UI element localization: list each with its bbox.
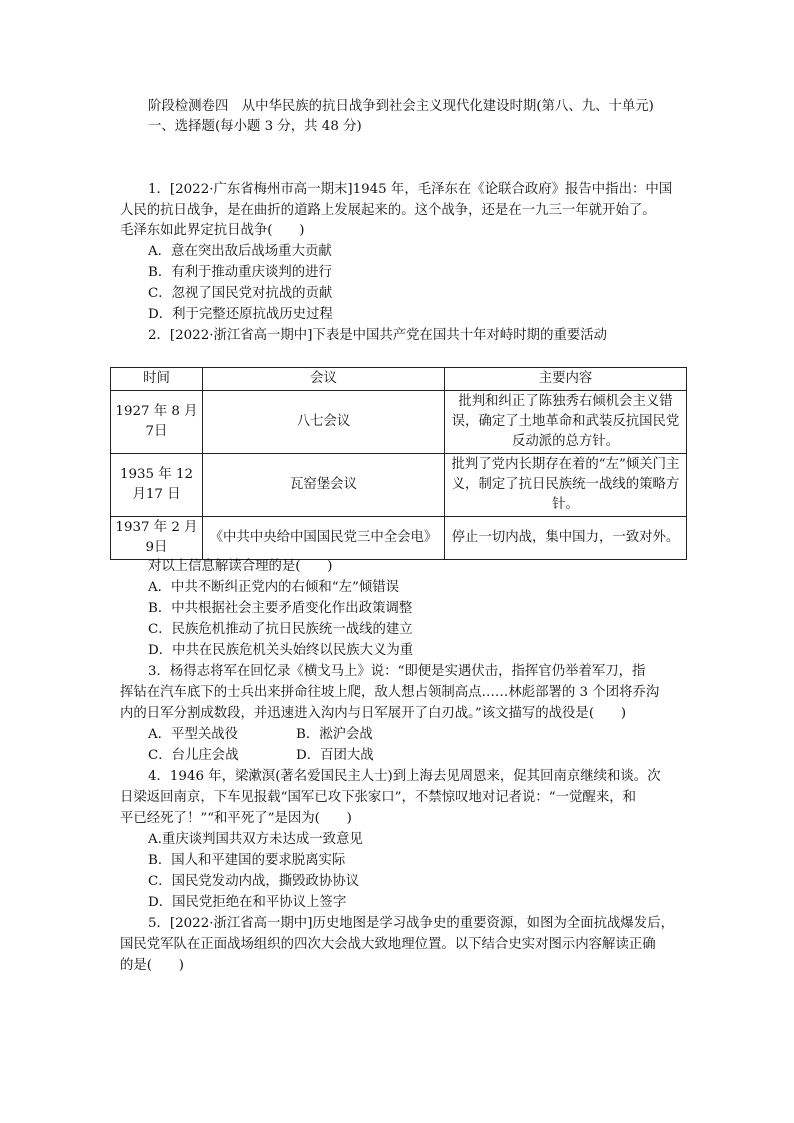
question-2-option-d: D．中共在民族危机关头始终以民族大义为重 bbox=[148, 643, 414, 658]
question-4-line-1: 4．1946 年，梁漱溟(著名爱国民主人士)到上海去见周恩来，促其回南京继续和谈。次 bbox=[148, 769, 661, 784]
cell-content: 停止一切内战，集中国力，一致对外。 bbox=[445, 517, 687, 560]
question-3-line-3: 内的日军分割成数段，并迅速进入沟内与日军展开了白刃战。”该文描写的战役是( ) bbox=[120, 706, 627, 721]
question-3-line-1: 3．杨得志将军在回忆录《横戈马上》说：“即便是实遇伏击，指挥官仍举着军刀，指 bbox=[148, 664, 646, 679]
question-4-option-c: C．国民党发动内战，撕毁政协协议 bbox=[148, 874, 360, 889]
cell-content: 批判和纠正了陈独秀右倾机会主义错误，确定了土地革命和武装反抗国民党反动派的总方针。 bbox=[445, 391, 687, 454]
cell-content: 批判了党内长期存在着的“左”倾关门主义，制定了抗日民族统一战线的策略方针。 bbox=[445, 454, 687, 517]
section-heading: 一、选择题(每小题 3 分，共 48 分) bbox=[148, 119, 362, 134]
table-row bbox=[111, 517, 687, 560]
question-3-option-b: B．淞沪会战 bbox=[296, 727, 373, 742]
page-title: 阶段检测卷四 从中华民族的抗日战争到社会主义现代化建设时期(第八、九、十单元) bbox=[148, 99, 654, 114]
cell-meeting: 瓦窑堡会议 bbox=[203, 454, 445, 517]
header-content: 主要内容 bbox=[445, 368, 687, 391]
question-3-option-d: D．百团大战 bbox=[296, 748, 374, 763]
question-1-option-c: C．忽视了国民党对抗战的贡献 bbox=[148, 286, 333, 301]
question-5-line-3: 的是( ) bbox=[120, 958, 185, 973]
cell-time: 1937 年 2 月 9日 bbox=[111, 517, 203, 560]
question-4-option-a: A.重庆谈判国共双方未达成一致意见 bbox=[148, 832, 363, 847]
cell-time: 1927 年 8 月 7日 bbox=[111, 391, 203, 454]
question-4-option-b: B．国人和平建国的要求脱离实际 bbox=[148, 853, 346, 868]
question-1-option-a: A．意在突出敌后战场重大贡献 bbox=[148, 244, 332, 259]
activities-table bbox=[110, 367, 687, 560]
question-3-option-c: C．台儿庄会战 bbox=[148, 748, 239, 763]
question-1-option-d: D．利于完整还原抗战历史过程 bbox=[148, 307, 333, 322]
cell-time: 1935 年 12 月17 日 bbox=[111, 454, 203, 517]
question-4-line-3: 平已经死了！”“和平死了”是因为( ) bbox=[120, 811, 352, 826]
question-2-stem: 对以上信息解读合理的是( ) bbox=[148, 559, 333, 574]
question-5-line-2: 国民党军队在正面战场组织的四次大会战大致地理位置。以下结合史实对图示内容解读正确 bbox=[120, 937, 656, 952]
question-1-line-1: 1．[2022·广东省梅州市高一期末]1945 年，毛泽东在《论联合政府》报告中指出：中国 bbox=[148, 182, 673, 197]
header-time: 时间 bbox=[111, 368, 203, 391]
question-4-line-2: 日梁返回南京，下车见报载“国军已攻下张家口”，不禁惊叹地对记者说：“一觉醒来，和 bbox=[120, 790, 636, 805]
question-2-option-a: A．中共不断纠正党内的右倾和“左”倾错误 bbox=[148, 580, 400, 595]
question-1-option-b: B．有利于推动重庆谈判的进行 bbox=[148, 265, 332, 280]
question-1-line-2: 人民的抗日战争，是在曲折的道路上发展起来的。这个战争，还是在一九三一年就开始了。 bbox=[120, 203, 656, 218]
question-2-option-b: B．中共根据社会主要矛盾变化作出政策调整 bbox=[148, 601, 413, 616]
question-5-line-1: 5．[2022·浙江省高一期中]历史地图是学习战争史的重要资源，如图为全面抗战爆发后， bbox=[148, 916, 674, 931]
header-meeting: 会议 bbox=[203, 368, 445, 391]
question-2-option-c: C．民族危机推动了抗日民族统一战线的建立 bbox=[148, 622, 413, 637]
table-header-row bbox=[111, 368, 687, 391]
question-3-line-2: 挥钻在汽车底下的士兵出来拼命往坡上爬，敌人想占领制高点……林彪部署的 3 个团将乔沟 bbox=[120, 685, 660, 700]
question-4-option-d: D．国民党拒绝在和平协议上签字 bbox=[148, 895, 347, 910]
question-3-option-a: A．平型关战役 bbox=[148, 727, 239, 742]
cell-meeting: 八七会议 bbox=[203, 391, 445, 454]
table-row bbox=[111, 454, 687, 517]
question-1-line-3: 毛泽东如此界定抗日战争( ) bbox=[120, 223, 305, 238]
table-row bbox=[111, 391, 687, 454]
question-2-line-1: 2．[2022·浙江省高一期中]下表是中国共产党在国共十年对峙时期的重要活动 bbox=[148, 328, 608, 343]
cell-meeting: 《中共中央给中国国民党三中全会电》 bbox=[203, 517, 445, 560]
